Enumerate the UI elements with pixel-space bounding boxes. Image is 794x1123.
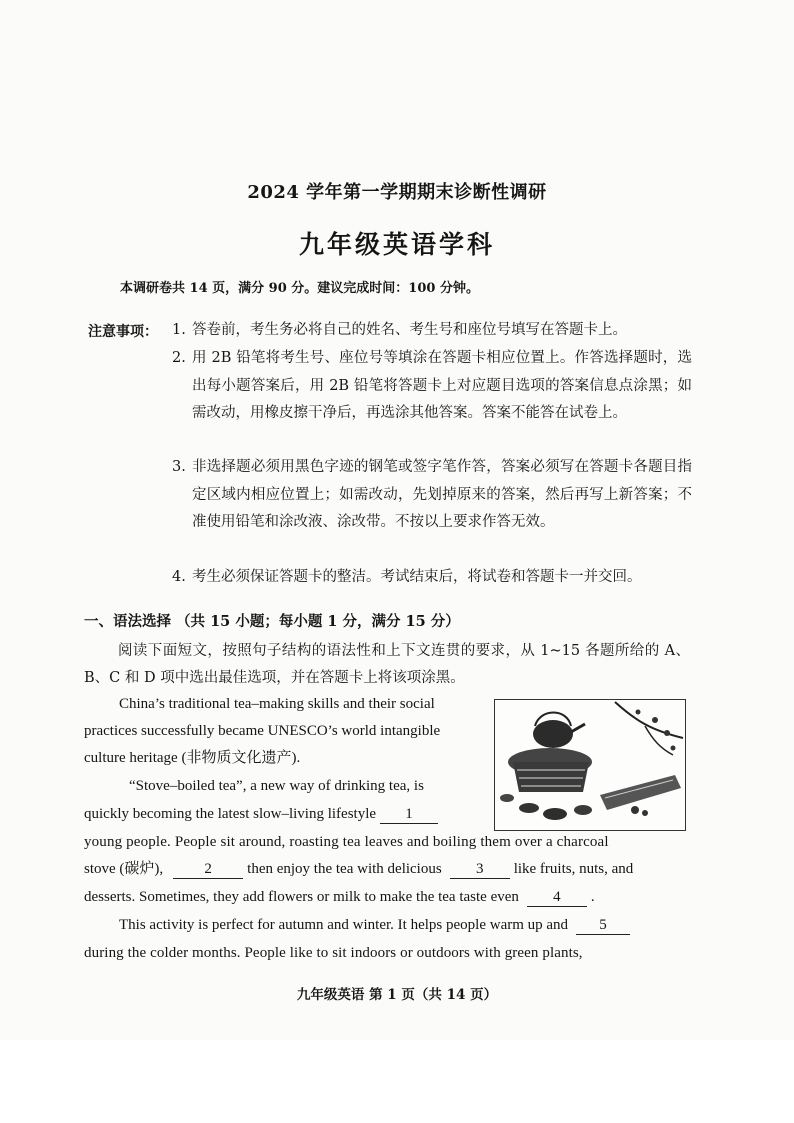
blank-3: 3	[450, 860, 510, 879]
blank-5: 5	[576, 916, 630, 935]
tea-cup-icon	[519, 803, 539, 813]
kettle-icon	[533, 720, 573, 748]
snack-plate-icon	[543, 808, 567, 820]
stove-body	[513, 762, 589, 792]
note-number: 1.	[172, 322, 186, 338]
note-item	[172, 345, 692, 428]
blank-4: 4	[527, 888, 587, 907]
blossom-icon	[652, 717, 658, 723]
passage-text: This activity is perfect for autumn and winter. It helps people warm up and	[119, 917, 569, 933]
blossom-icon	[664, 730, 670, 736]
tea-cup-icon	[574, 805, 592, 815]
passage-line: China’s traditional tea–making skills and their social	[119, 696, 435, 712]
passage-text: then enjoy the tea with delicious	[247, 861, 442, 877]
blossom-icon	[636, 710, 641, 715]
notes-label: 注意事项：	[88, 324, 158, 340]
passage-text: stove (碳炉),	[84, 861, 164, 877]
note-text: 考生必须保证答题卡的整洁。考试结束后，将试卷和答题卡一并交回。	[192, 569, 642, 585]
tea-tray-icon	[600, 775, 681, 810]
page-footer: 九年级英语 第 1 页（共 14 页）	[296, 987, 498, 1003]
note-number: 3.	[172, 459, 186, 475]
tea-cup-icon	[500, 794, 514, 802]
fruit-icon	[642, 810, 648, 816]
note-text: 用 2B 铅笔将考生号、座位号等填涂在答题卡相应位置上。作答选择题时，选出每小题答案后，用 2B 铅笔将答题卡上对应题目选项的答案信息点涂黑；如需改动，用橡皮擦干净后，再选涂其他答案。答案不能答在试卷上。	[192, 350, 692, 421]
blank-2: 2	[173, 860, 243, 879]
exam-info: 本调研卷共 14 页，满分 90 分。建议完成时间：100 分钟。	[120, 281, 479, 296]
blossom-icon	[671, 746, 676, 751]
subject-title: 九年级英语学科	[298, 230, 495, 259]
passage-text: desserts. Sometimes, they add flowers or milk to make the tea taste even	[84, 889, 519, 905]
passage-line: during the colder months. People like to sit indoors or outdoors with green plants,	[84, 945, 583, 961]
passage-line	[84, 884, 595, 912]
note-text: 非选择题必须用黑色字迹的钢笔或签字笔作答，答案必须写在答题卡各题目指定区域内相应位置上；如需改动，先划掉原来的答案，然后再写上新答案；不准使用铅笔和涂改液、涂改带。不按以上要求作答无效。	[192, 459, 692, 530]
passage-line: practices successfully became UNESCO’s world intangible	[84, 723, 441, 739]
note-number: 4.	[172, 569, 186, 585]
tea-stove-illustration	[494, 699, 686, 831]
passage-line: “Stove–boiled tea”, a new way of drinking tea, is	[129, 778, 424, 794]
passage-text: quickly becoming the latest slow–living lifestyle	[84, 806, 377, 822]
passage-line	[119, 912, 634, 940]
note-item	[172, 454, 692, 537]
note-item	[172, 317, 692, 345]
passage-line: young people. People sit around, roasting tea leaves and boiling them over a charcoal	[84, 834, 609, 850]
tea-scene-drawing	[495, 700, 685, 830]
passage-line	[84, 801, 442, 829]
passage-line: culture heritage (非物质文化遗产).	[84, 750, 301, 766]
section-instruction: 阅读下面短文，按照句子结构的语法性和上下文连贯的要求，从 1~15 各题所给的 A、B、C 和 D 项中选出最佳选项，并在答题卡上将该项涂黑。	[84, 643, 690, 686]
exam-title: 2024 学年第一学期期末诊断性调研	[247, 182, 547, 203]
passage-text: like fruits, nuts, and	[513, 861, 634, 877]
fruit-icon	[631, 806, 639, 814]
passage-line	[84, 856, 633, 884]
blank-1: 1	[380, 805, 438, 824]
section-title: 一、语法选择 （共 15 小题；每小题 1 分，满分 15 分）	[84, 613, 460, 630]
note-item	[172, 564, 692, 592]
passage-text: .	[590, 889, 595, 905]
kettle-spout	[571, 724, 585, 732]
note-text: 答卷前，考生务必将自己的姓名、考生号和座位号填写在答题卡上。	[192, 322, 627, 338]
note-number: 2.	[172, 350, 186, 366]
